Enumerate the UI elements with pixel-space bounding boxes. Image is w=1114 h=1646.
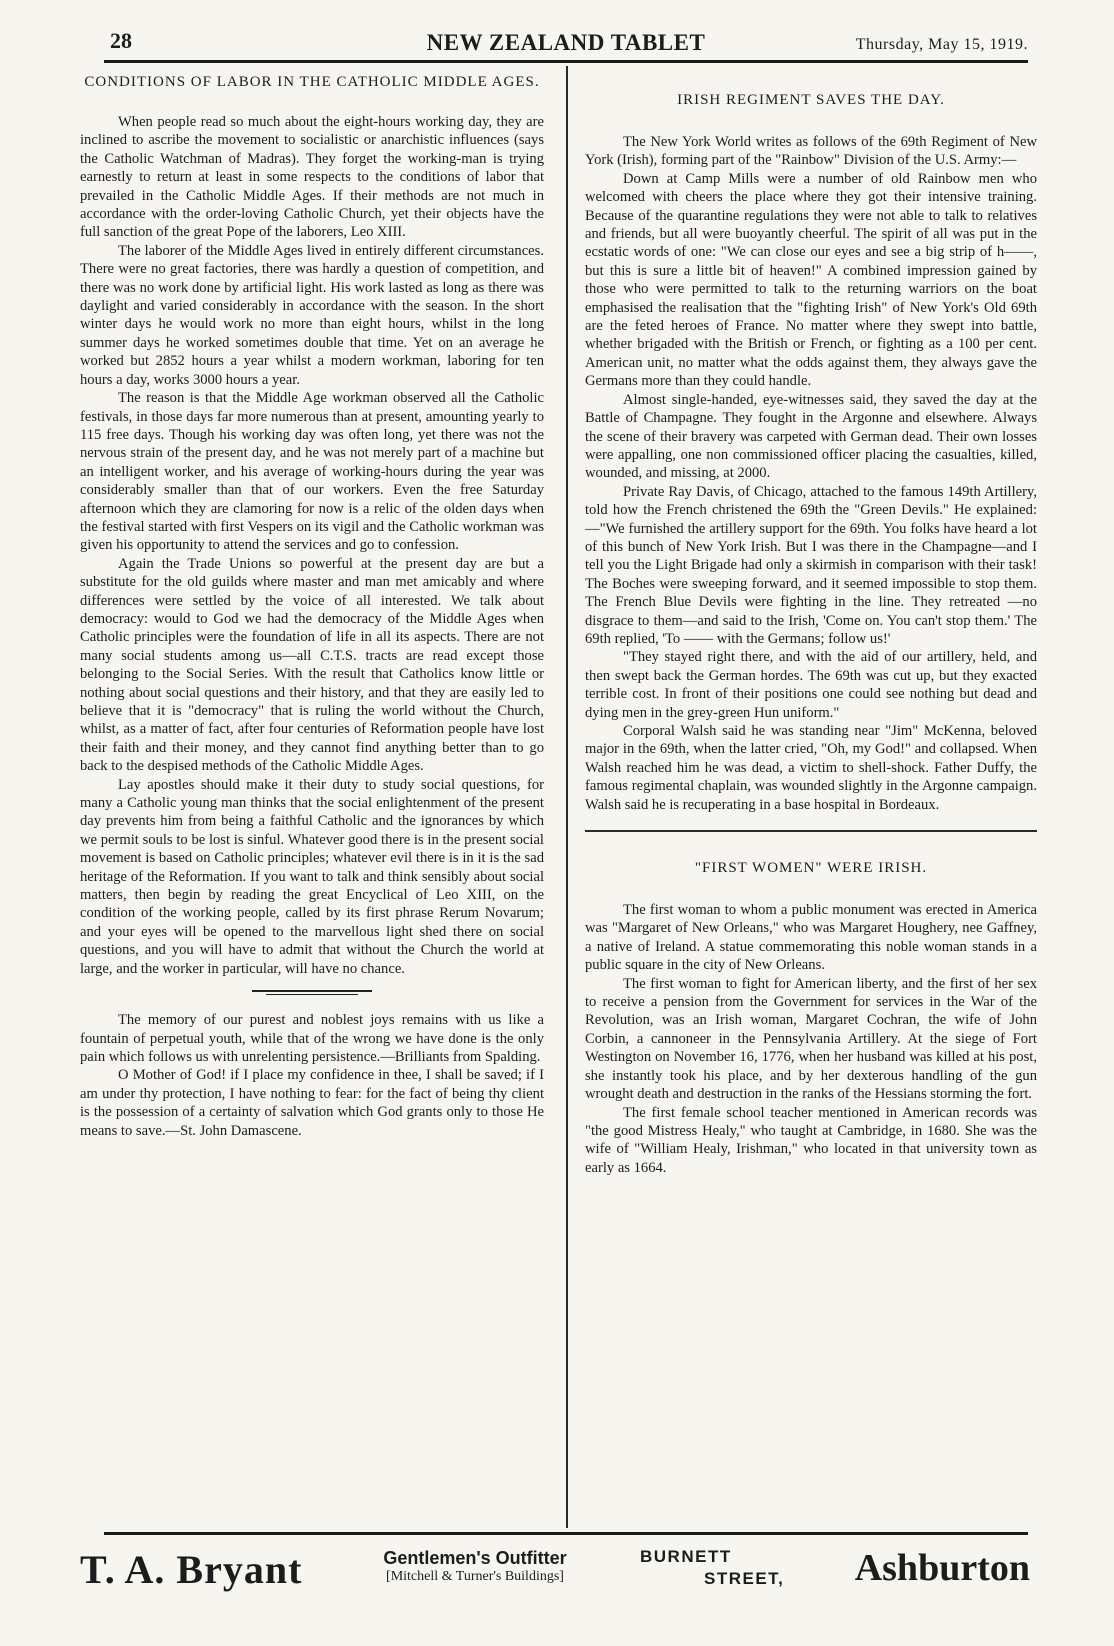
article-paragraph: The laborer of the Middle Ages lived in entirely different circumstances. There were no great factories, there was hardly a question of competition, and there was no work done by artificial light. His work lasted as long as there was daylight and varied considerably in accordance with the season. In the short winter days he would work no more than eight hours, whilst in the long summer days he worked sometimes double that time. Yet on an average he worked but 2852 hours a year whilst a modern workman, laboring for ten hours a day, works 3000 hours a year. [80, 242, 544, 388]
advert-street-line1: BURNETT [640, 1547, 732, 1566]
article-paragraph: Private Ray Davis, of Chicago, attached to the famous 149th Artillery, told how the French christened the 69th the "Green Devils." He explained:—"We furnished the artillery support for the 69th. You folks have heard a lot of this bunch of New York Irish. But I was there in the Champagne—and I tell you the Light Brigade had only a skirmish in comparison with their task! The Boches were sweeping forward, and it seemed impossible to stop them. The French Blue Devils were fighting in the line. They retreated —no disgrace to them—and said to the Irish, 'Come on. You can't stop them.' The 69th replied, 'To —— with the Germans; follow us!' [585, 483, 1037, 647]
footer-rule [104, 1532, 1028, 1535]
section-separator [252, 990, 372, 997]
advert-street-line2: STREET, [704, 1569, 785, 1588]
page-number: 28 [110, 28, 132, 53]
quote-paragraph: O Mother of God! if I place my confidence in thee, I shall be saved; if I am under thy protection, I have nothing to fear: for the fact of being thy client is the possession of a certainty of salvation which God grants only to those He means to save.—St. John Damascene. [80, 1067, 544, 1139]
advert-business-name: T. A. Bryant [80, 1547, 303, 1592]
article-body-irish-regiment [585, 133, 1037, 814]
page-header [104, 22, 1028, 58]
article-paragraph: Lay apostles should make it their duty to study social questions, for many a Catholic young man thinks that the social enlightenment of the present day prevents him from being a faithful Catholic and the ignorances by which we permit souls to be lost is sinful. Whatever good there is in the present social movement is based on Catholic principles; whatever evil there is in it is the sad heritage of the Reformation. If you want to talk and think sensibly about social matters, then begin by reading the great Encyclical of Leo XIII, on the condition of the working people, called by its first phrase Rerum Novarum; and your eyes will be opened to the marvellous light shed there on social questions, and you will have to admit that without the Church the world at large, and the worker in particular, will have no chance. [80, 776, 544, 977]
article-rule [585, 830, 1037, 832]
masthead-title: NEW ZEALAND TABLET [426, 30, 706, 55]
article-paragraph: When people read so much about the eight-hours working day, they are inclined to ascribe the movement to socialistic or anarchistic influences (says the Catholic Watchman of Madras). They forget the working-man is trying earnestly to return at least in some respects to the conditions of labor that prevailed in the Catholic Middle Ages. If their methods are not much in accordance with the order-loving Catholic Church, yet their objects have the full sanction of the great Pope of the laborers, Leo XIII. [80, 114, 544, 241]
advert-street [640, 1546, 784, 1590]
article-paragraph: "They stayed right there, and with the aid of our artillery, held, and then swept back the German hordes. The 69th was cut up, but they exacted terrible cost. In front of their positions one could see nothing but dead and dying men in the grey-green Hun uniform." [585, 649, 1037, 721]
article-paragraph: The New York World writes as follows of the 69th Regiment of New York (Irish), forming part of the "Rainbow" Division of the U.S. Army:— [585, 134, 1037, 169]
article-body-labor [80, 113, 544, 978]
advert-details [350, 1548, 600, 1585]
article-paragraph: Down at Camp Mills were a number of old Rainbow men who welcomed with cheers the place where they got their intensive training. Because of the quarantine regulations they were not able to talk to relatives and friends, but all were buoyantly cheerful. The spirit of all was put in the ecstatic words of one: "We can close our eyes and see a big strip of h——, but this is sure a little bit of heaven!" A combined impression gained by those who were permitted to talk to the returning warriors on the boat emphasised the realisation that the "fighting Irish" of New York's Old 69th are the feted heroes of France. No matter where they swept into battle, whether brigaded with the British or French, or fighting as a 100 per cent. American unit, no matter what the odds against them, they always gave the Germans more than they could handle. [585, 170, 1037, 390]
advertisement-banner [80, 1542, 1030, 1602]
quotes-section [80, 1011, 544, 1140]
article-headline-labor: CONDITIONS OF LABOR IN THE CATHOLIC MIDDLE AGES. [84, 74, 540, 90]
quote-paragraph: The memory of our purest and noblest joys remains with us like a fountain of perpetual youth, while that of the wrong we have done is the only pain which follows us with unrelenting persistence.—Brilliants from Spalding. [80, 1012, 544, 1065]
article-paragraph: Almost single-handed, eye-witnesses said, they saved the day at the Battle of Champagne. They fought in the Argonne and elsewhere. Always the scene of their bravery was carpeted with German dead. Their own losses were appalling, one non commissioned officer placing the casualties, killed, wounded, and missing, at 2000. [585, 391, 1037, 482]
advert-town: Ashburton [854, 1547, 1030, 1589]
right-column [585, 72, 1037, 1177]
article-paragraph: Again the Trade Unions so powerful at the present day are but a substitute for the old guilds where master and man met amicably and where differences were settled by the voice of all interested. We talk about democracy: would to God we had the democracy of the Middle Ages when Catholic principles were the foundation of life in all its aspects. There are not many social students among us—all C.T.S. tracts are read except those belonging to the Social Series. With the result that Catholics know little or nothing about social questions and their history, and that they are easily led to believe that it is "democracy" that is ruling the world without the Church, whilst, as a matter of fact, after four centuries of Reformation people have lost their faith and their money, and they cannot find anything better than to go back to the despised methods of the Catholic Middle Ages. [80, 555, 544, 775]
article-paragraph: The first woman to whom a public monument was erected in America was "Margaret of New Orleans," who was Margaret Houghery, nee Gaffney, a native of Ireland. A statue commemorating this noble woman stands in a public square in the city of New Orleans. [585, 902, 1037, 974]
article-paragraph: Corporal Walsh said he was standing near "Jim" McKenna, beloved major in the 69th, when the latter cried, "Oh, my God!" and collapsed. When Walsh reached him he was dead, a victim to shell-shock. Father Duffy, the famous regimental chaplain, was wounded slightly in the Argonne campaign. Walsh said he is recuperating in a base hospital in Bordeaux. [585, 723, 1037, 813]
column-divider [566, 66, 568, 1528]
advert-trade: Gentlemen's Outfitter [383, 1548, 567, 1568]
article-paragraph: The reason is that the Middle Age workman observed all the Catholic festivals, in those days far more numerous than at present, amounting yearly to 115 free days. Though his working day was often long, yet there was not the nervous strain of the present day, and he was not merely part of a machine but an intelligent worker, and his average of working-hours during the year was considerably smaller than that of our workers. Even the free Saturday afternoon which they are clamoring for now is a relic of the olden days when the festival started with first Vespers on its vigil and the Catholic workman was given his opportunity to attend the services and go to confession. [80, 390, 544, 554]
article-paragraph: The first woman to fight for American liberty, and the first of her sex to receive a pension from the Government for services in the War of the Revolution, was an Irish woman, Margaret Cochran, the wife of John Corbin, a cannoneer in the Pennsylvania Artillery. At the siege of Fort Westington on November 16, 1776, when her husband was killed at his post, she instantly took his place, and by her dexterous handling of the gun wrought death and destruction in the ranks of the Hessians storming the fort. [585, 975, 1037, 1103]
left-column [80, 72, 544, 1140]
advert-building: [Mitchell & Turner's Buildings] [386, 1569, 564, 1584]
issue-date: Thursday, May 15, 1919. [855, 36, 1028, 53]
article-headline-irish-regiment: IRISH REGIMENT SAVES THE DAY. [677, 92, 945, 108]
article-body-first-women [585, 901, 1037, 1177]
header-rule [104, 60, 1028, 63]
article-headline-first-women: "FIRST WOMEN" WERE IRISH. [694, 860, 928, 877]
article-paragraph: The first female school teacher mentioned in American records was "the good Mistress Healy," who taught at Cambridge, in 1680. She was the wife of "William Healy, Irishman," who located in that university town as early as 1664. [585, 1104, 1037, 1176]
